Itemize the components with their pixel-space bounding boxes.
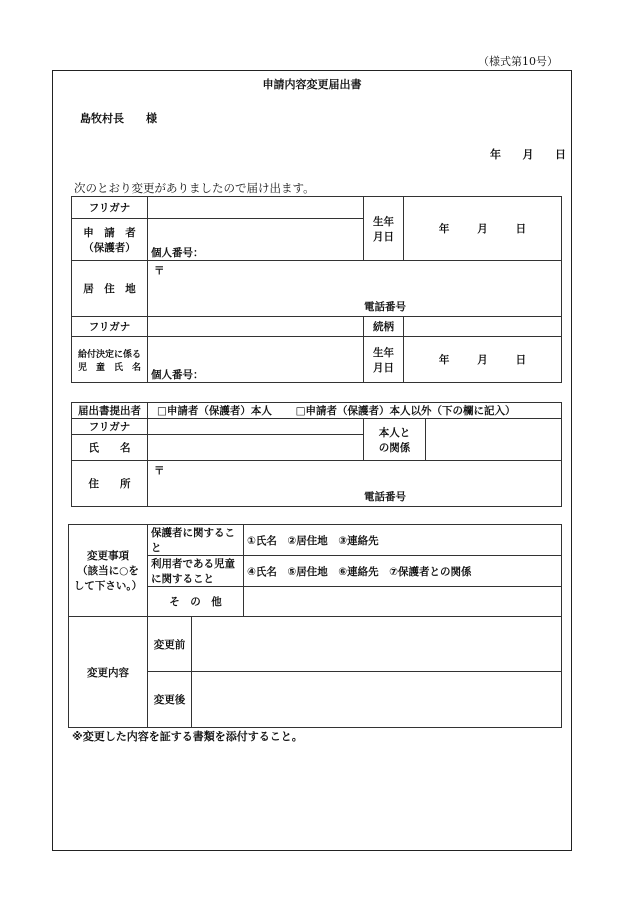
submitter-label: 届出書提出者	[72, 403, 148, 419]
applicant-name-field[interactable]	[148, 219, 364, 239]
applicant-birth-field[interactable]: 年 月 日	[404, 197, 562, 261]
submitter-phone-label: 電話番号	[364, 491, 406, 503]
applicant-furigana-field[interactable]	[148, 197, 364, 219]
submitter-table	[71, 402, 562, 507]
addressee: 島牧村長 様	[80, 112, 157, 125]
child-change-options[interactable]: ④氏名 ⑤居住地 ⑥連絡先 ⑦保護者との関係	[244, 556, 562, 587]
date-line	[490, 146, 566, 162]
child-relation-field[interactable]	[404, 317, 562, 337]
form-title: 申請内容変更届出書	[262, 78, 362, 91]
change-content-label: 変更内容	[69, 617, 148, 728]
child-change-label: 利用者である児童に関すること	[148, 556, 244, 587]
before-label: 変更前	[148, 617, 192, 672]
date-day: 日	[555, 148, 566, 161]
other-change-field[interactable]	[244, 587, 562, 617]
applicant-table	[71, 196, 562, 383]
child-birth-label: 生年 月日	[364, 337, 404, 383]
submitter-furigana-field[interactable]	[148, 419, 364, 435]
child-birth-field[interactable]: 年 月 日	[404, 337, 562, 383]
after-label: 変更後	[148, 672, 192, 728]
submitter-relation-field[interactable]	[426, 419, 562, 461]
applicant-phone-label: 電話番号	[364, 301, 406, 313]
applicant-name-label: 申 請 者 （保護者）	[72, 219, 148, 261]
submitter-furigana-label: フリガナ	[72, 419, 148, 435]
submitter-relation-label: 本人と の関係	[364, 419, 426, 461]
changes-table	[68, 524, 562, 728]
date-year: 年	[490, 148, 501, 161]
child-furigana-label: フリガナ	[72, 317, 148, 337]
form-number: （様式第10号）	[478, 55, 558, 68]
postal-mark: 〒	[154, 265, 165, 277]
date-month: 月	[522, 148, 534, 161]
submitter-option-self[interactable]: □申請者（保護者）本人	[157, 405, 272, 417]
statement: 次のとおり変更がありましたので届け出ます。	[74, 181, 315, 195]
guardian-change-label: 保護者に関すること	[148, 525, 244, 556]
change-items-label: 変更事項 （該当に○を して下さい。）	[69, 525, 148, 617]
child-my-number[interactable]: 個人番号：	[148, 337, 364, 383]
postal-mark: 〒	[154, 465, 165, 477]
attachment-note: ※変更した内容を証する書類を添付すること。	[72, 730, 303, 743]
submitter-address-label: 住 所	[72, 461, 148, 507]
applicant-furigana-label: フリガナ	[72, 197, 148, 219]
applicant-address-field[interactable]	[148, 261, 562, 317]
submitter-name-label: 氏 名	[72, 435, 148, 461]
after-field[interactable]	[192, 672, 562, 728]
submitter-option-other[interactable]: □申請者（保護者）本人以外（下の欄に記入）	[295, 405, 516, 417]
applicant-address-label: 居 住 地	[72, 261, 148, 317]
guardian-change-options[interactable]: ①氏名 ②居住地 ③連絡先	[244, 525, 562, 556]
child-name-label: 給付決定に係る 児 童 氏 名	[72, 337, 148, 383]
submitter-address-field[interactable]	[148, 461, 562, 507]
child-furigana-field[interactable]	[148, 317, 364, 337]
other-change-label: そ の 他	[148, 587, 244, 617]
applicant-my-number[interactable]: 個人番号：	[148, 239, 364, 261]
before-field[interactable]	[192, 617, 562, 672]
submitter-name-field[interactable]	[148, 435, 364, 461]
applicant-birth-label: 生年 月日	[364, 197, 404, 261]
submitter-options	[148, 403, 562, 419]
child-relation-label: 続柄	[364, 317, 404, 337]
